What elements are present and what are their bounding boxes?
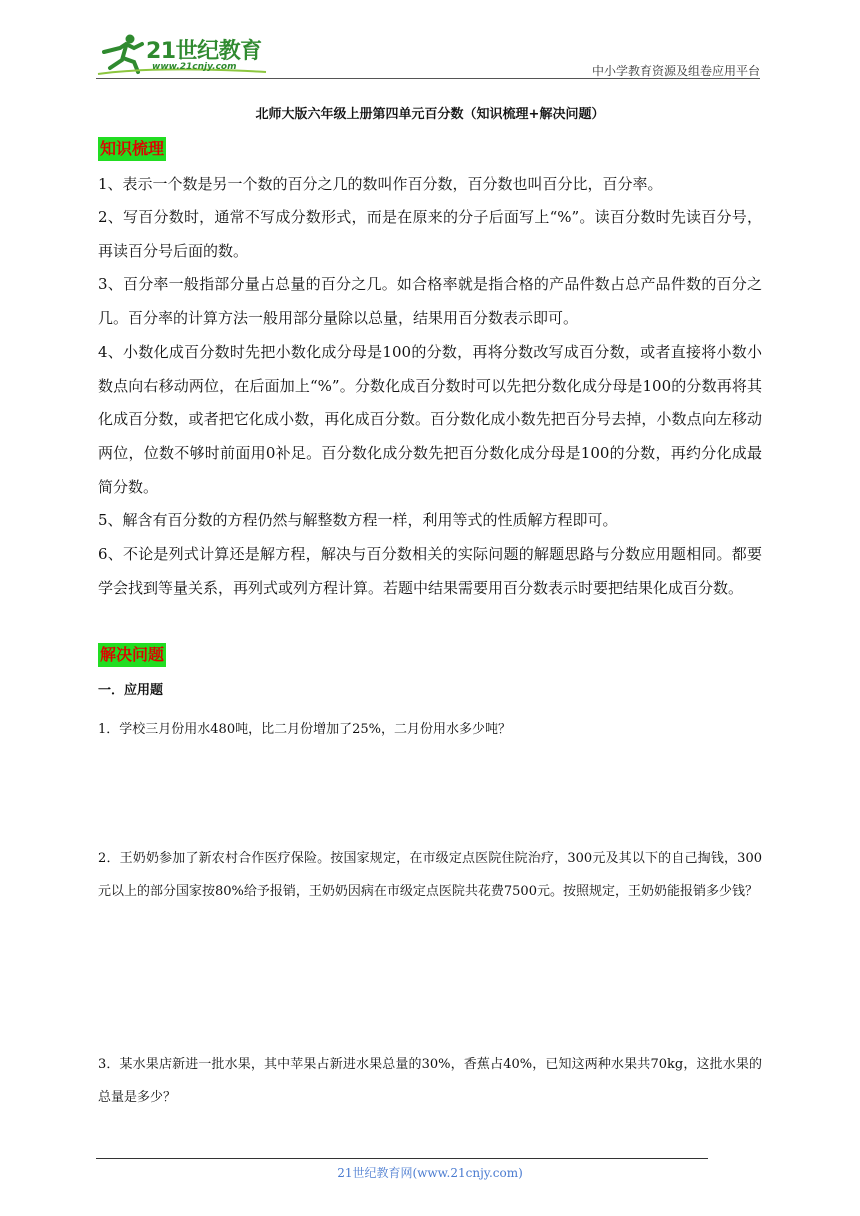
knowledge-item-1: 1、表示一个数是另一个数的百分之几的数叫作百分数，百分数也叫百分比，百分率。 xyxy=(98,175,663,193)
knowledge-item-6: 6、不论是列式计算还是解方程，解决与百分数相关的实际问题的解题思路与分数应用题相同。都要学会找到等量关系，再列式或列方程计算。若题中结果需要用百分数表示时要把结果化成百分数。 xyxy=(98,545,762,597)
header-divider xyxy=(96,78,760,79)
header-platform-name: 中小学教育资源及组卷应用平台 xyxy=(591,64,760,78)
page-title: 北师大版六年级上册第四单元百分数（知识梳理+解决问题） xyxy=(255,107,605,122)
knowledge-item-3: 3、百分率一般指部分量占总量的百分之几。如合格率就是指合格的产品件数占总产品件数的百分之几。百分率的计算方法一般用部分量除以总量，结果用百分数表示即可。 xyxy=(98,275,762,327)
knowledge-item-2: 2、写百分数时，通常不写成分数形式，而是在原来的分子后面写上“%”。读百分数时先读百分号，再读百分号后面的数。 xyxy=(98,208,762,260)
question-3: 3．某水果店新进一批水果，其中苹果占新进水果总量的30%，香蕉占40%，已知这两种水果共70kg，这批水果的总量是多少？ xyxy=(98,1057,762,1105)
logo xyxy=(96,30,271,78)
page-header xyxy=(96,30,760,80)
section-label-knowledge: 知识梳理 xyxy=(98,137,166,161)
logo-text: 21世纪教育 xyxy=(146,39,262,64)
subhead-application: 一．应用题 xyxy=(98,683,164,698)
knowledge-item-5: 5、解含有百分数的方程仍然与解整数方程一样，利用等式的性质解方程即可。 xyxy=(98,511,618,529)
footer-divider xyxy=(96,1158,708,1159)
knowledge-item-4: 4、小数化成百分数时先把小数化成分母是100的分数，再将分数改写成百分数，或者直接将小数小数点向右移动两位，在后面加上“%”。分数化成百分数时可以先把分数化成分母是100的分数再将其化成百分数，或者把它化成小数，再化成百分数。百分数化成小数先把百分号去掉，小数点向左移动两位，位数不够时前面用0补足。百分数化成分数先把百分数化成分母是100的分数，再约分化成最简分数。 xyxy=(98,343,762,496)
section-label-problems: 解决问题 xyxy=(98,643,166,667)
question-1: 1．学校三月份用水480吨，比二月份增加了25%，二月份用水多少吨？ xyxy=(98,722,511,737)
footer-text: 21世纪教育网(www.21cnjy.com) xyxy=(337,1166,523,1180)
question-2: 2．王奶奶参加了新农村合作医疗保险。按国家规定，在市级定点医院住院治疗，300元及其以下的自己掏钱，300元以上的部分国家按80%给予报销，王奶奶因病在市级定点医院共花费7500元。按照规定，王奶奶能报销多少钱？ xyxy=(98,851,762,899)
logo-url: www.21cnjy.com xyxy=(152,62,237,72)
